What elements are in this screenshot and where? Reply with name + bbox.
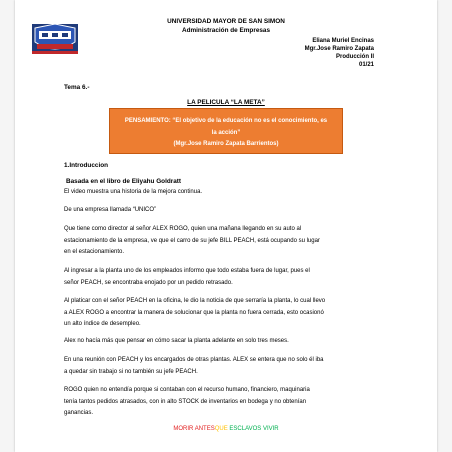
paragraph bbox=[64, 296, 392, 331]
basada-heading: Basada en el libro de Eliyahu Goldratt bbox=[66, 178, 182, 185]
paragraph-line: ganancias. bbox=[64, 410, 94, 417]
footer-motto-part-2: QUE bbox=[214, 426, 228, 432]
author-name: Eliana Muriel Encinas bbox=[312, 38, 374, 44]
paragraph bbox=[64, 336, 392, 348]
footer-motto-part-3: ESCLAVOS VIVIR bbox=[229, 426, 279, 432]
paragraph-line: a ALEX ROGO a encontrar la manera de solucionar que la planta no fuera cerrada, esto ocasionó bbox=[64, 309, 324, 316]
teacher-name: Mgr.Jose Ramiro Zapata bbox=[304, 46, 374, 52]
paragraph-line: en el estacionamiento. bbox=[64, 249, 125, 256]
pensamiento-line-2: la acción” bbox=[211, 130, 241, 136]
footer-motto-part-1: MORIR ANTES bbox=[173, 426, 215, 432]
paragraph-line: un alto índice de desempleo. bbox=[64, 321, 141, 328]
university-logo bbox=[31, 20, 79, 58]
document-title: LA PELICULA “LA META” bbox=[187, 99, 265, 106]
paragraph-line: Alex no hacía más que pensar en cómo sacar la planta adelante en solo tres meses. bbox=[64, 338, 289, 344]
document-date: 01/21 bbox=[358, 62, 374, 68]
pensamiento-box bbox=[109, 108, 343, 154]
paragraph-line: Que tiene como director al señor ALEX ROGO, quien una mañana llegando en su auto al bbox=[64, 226, 302, 232]
paragraph bbox=[64, 355, 392, 378]
paragraph bbox=[64, 187, 392, 199]
paragraph-line: señor PEACH, se encontraba enojado por un pedido retrasado. bbox=[64, 279, 233, 286]
paragraph-line: Al platicar con el señor PEACH en la oficina, le dio la noticia de que serraría la planta, lo cual llevo bbox=[64, 298, 326, 304]
intro-heading: 1.Introduccion bbox=[64, 162, 109, 169]
paragraph-line: De una empresa llamada “UNICO” bbox=[64, 207, 157, 213]
paragraph-line: a quedar sin trabajo si no también su jefe PEACH. bbox=[64, 368, 198, 375]
paragraph bbox=[64, 205, 392, 217]
pensamiento-line-1: PENSAMIENTO: “El objetivo de la educación no es el conocimiento, es bbox=[124, 118, 328, 124]
paragraph-line: Al ingresar a la planta uno de los empleados informo que todo estaba fuera de lugar, pues el bbox=[64, 268, 310, 274]
paragraph-line: El video muestra una historia de la mejora continua. bbox=[64, 189, 203, 195]
pensamiento-quote bbox=[114, 115, 338, 139]
paragraph bbox=[64, 224, 392, 259]
subject-name: Producción II bbox=[335, 54, 374, 60]
paragraph-line: estacionamiento de la empresa, ve que el carro de su jefe BILL PEACH, está ocupando su lugar bbox=[64, 237, 320, 244]
university-name: UNIVERSIDAD MAYOR DE SAN SIMON bbox=[167, 18, 285, 25]
tema-label: Tema 6.- bbox=[64, 84, 90, 91]
paragraph-line: En una reunión con PEACH y los encargados de otras plantas. ALEX se entera que no solo él iba bbox=[64, 357, 324, 363]
paragraph bbox=[64, 385, 392, 420]
pensamiento-author: (Mgr.Jose Ramiro Zapata Barrientos) bbox=[173, 141, 279, 147]
footer-motto bbox=[0, 426, 452, 432]
paragraph bbox=[64, 266, 392, 289]
faculty-name: Administración de Empresas bbox=[181, 27, 271, 34]
paragraph-line: tenía tantos pedidos atrasados, con in alto STOCK de inventarios en bodega y no obtenían bbox=[64, 398, 307, 405]
paragraph-line: ROGO quien no entendía porque si contaban con el recurso humano, financiero, maquinaria bbox=[64, 387, 310, 393]
